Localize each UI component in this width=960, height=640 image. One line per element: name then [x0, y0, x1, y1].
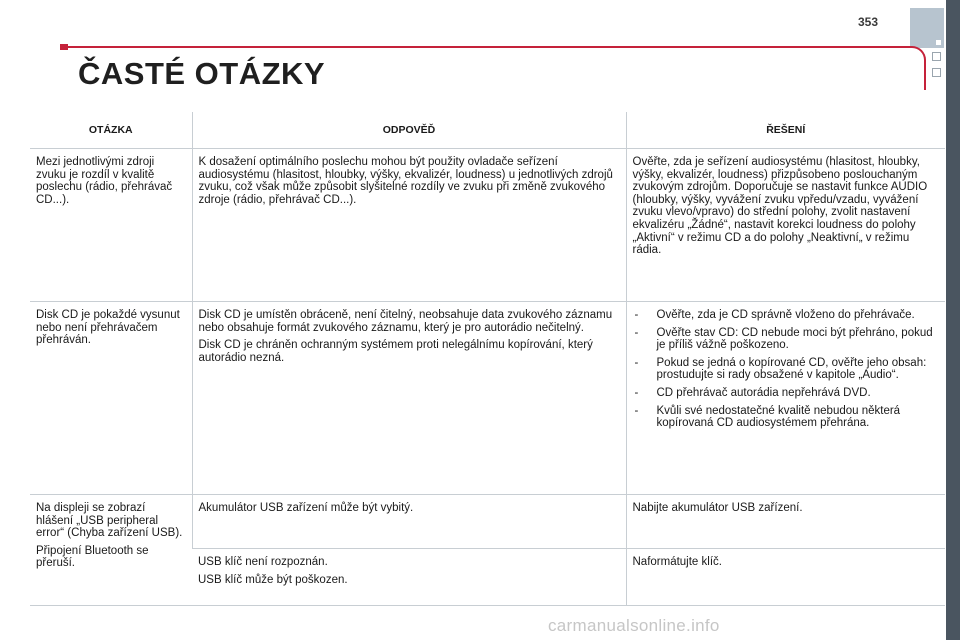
corner-tab — [910, 8, 944, 48]
solution-step: - Ověřte, zda je CD správně vloženo do přehrávače. — [634, 309, 915, 321]
answer-text: Disk CD je umístěn obráceně, není čitelný, neobsahuje data zvukového záznamu nebo obsahuje formát zvukového záznamu, který je pro autorádio nečitelný. — [198, 309, 613, 334]
chapter-mark — [932, 52, 941, 61]
answer-text: USB klíč není rozpoznán. — [198, 556, 328, 568]
table-header-row — [30, 112, 945, 149]
solution-cell: Naformátujte klíč. — [626, 549, 945, 606]
solution-step: - Kvůli své nedostatečné kvalitě nebudou některá kopírovaná CD audiosystémem přehrána. — [634, 404, 901, 430]
solution-step-text: Ověřte stav CD: CD nebude moci být přehráno, pokud je příliš vážně poškozeno. — [656, 326, 933, 352]
solution-step: - Ověřte stav CD: CD nebude moci být přehráno, pokud je příliš vážně poškozeno. — [634, 326, 933, 352]
answer-cell — [192, 549, 626, 606]
solution-step-text: CD přehrávač autorádia nepřehrává DVD. — [656, 386, 871, 399]
question-text: Na displeji se zobrazí hlášení „USB peripheral error“ (Chyba zařízení USB). — [36, 502, 183, 540]
solution-steps — [633, 309, 940, 430]
header-question: OTÁZKA — [30, 112, 192, 149]
answer-cell — [192, 149, 626, 302]
question-text: Připojení Bluetooth se přeruší. — [36, 544, 149, 570]
solution-step-text: Ověřte, zda je CD správně vloženo do přehrávače. — [656, 309, 915, 321]
question-cell: Disk CD je pokaždé vysunut nebo není přehrávačem přehráván. — [30, 302, 192, 495]
answer-text: Disk CD je chráněn ochranným systémem proti nelegálnímu kopírování, který autorádio nezná. — [198, 339, 593, 364]
answer-text: USB klíč může být poškozen. — [198, 573, 348, 586]
header-answer: ODPOVĚĎ — [192, 112, 626, 149]
header-solution: ŘEŠENÍ — [626, 112, 945, 149]
table-row — [30, 302, 945, 495]
chapter-sidebar — [946, 0, 960, 640]
question-cell — [30, 495, 192, 606]
question-cell: Mezi jednotlivými zdroji zvuku je rozdíl v kvalitě poslechu (rádio, přehrávač CD...). — [30, 149, 192, 302]
chapter-mark — [932, 68, 941, 77]
corner-tab-dot — [936, 40, 941, 45]
answer-text: Akumulátor USB zařízení může být vybitý. — [198, 502, 414, 514]
solution-step: - Pokud se jedná o kopírované CD, ověřte jeho obsah: prostudujte si rady obsažené v kapitole „Audio“. — [634, 356, 927, 382]
table-row — [30, 495, 945, 549]
solution-cell: Nabijte akumulátor USB zařízení. — [626, 495, 945, 549]
answer-cell — [192, 495, 626, 549]
table-row — [30, 149, 945, 302]
page-title: ČASTÉ OTÁZKY — [78, 56, 326, 91]
page-number: 353 — [858, 15, 879, 29]
watermark: carmanualsonline.info — [548, 616, 720, 635]
solution-cell — [626, 302, 945, 495]
answer-text: K dosažení optimálního poslechu mohou být použity ovladače seřízení audiosystému (hlasitost, hloubky, výšky, ekvalizér, loudness) u jednotlivých zdrojů zvuku, což však může způsobit slyšitelné rozdíly ve zvuku při změně zvukového zdroje (rádio, přehrávač CD...). — [198, 156, 613, 206]
solution-step-text: Pokud se jedná o kopírované CD, ověřte jeho obsah: prostudujte si rady obsažené v kapitole „Audio“. — [656, 356, 927, 382]
solution-step-text: Kvůli své nedostatečné kvalitě nebudou některá kopírovaná CD audiosystémem přehrána. — [656, 404, 901, 430]
solution-cell: Ověřte, zda je seřízení audiosystému (hlasitost, hloubky, výšky, ekvalizér, loudness) přizpůsobeno poslouchaným zvukovým zdrojům. Doporučuje se nastavit funkce AUDIO (hloubky, výšky, vyvážení zvuku vpředu/vzadu, vyvážení zvuku vlevo/vpravo) do střední polohy, zvolit nastavení ekvalizéru „Žádné“, nastavit korekci loudness do polohy „Aktivní“ v režimu CD a do polohy „Neaktivní„ v režimu rádia. — [626, 149, 945, 302]
answer-cell — [192, 302, 626, 495]
faq-table — [30, 112, 945, 606]
solution-step: - CD přehrávač autorádia nepřehrává DVD. — [634, 386, 871, 399]
